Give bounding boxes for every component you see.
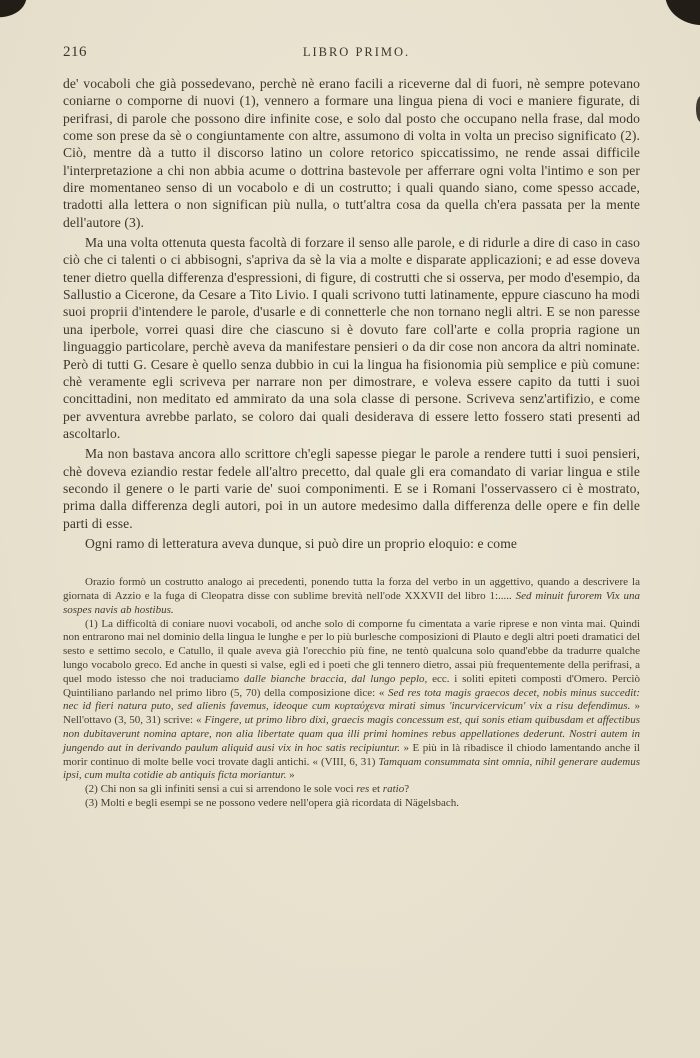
text-run: » Nell'ottavo (3, 50, 31) scrive: « — [63, 700, 641, 727]
text-run: » — [286, 769, 295, 782]
italic-text-run: ratio — [382, 783, 405, 796]
italic-text-run: res — [356, 783, 370, 796]
footnotes — [63, 576, 640, 811]
italic-text-run: dalle bianche braccia, dal lungo peplo, — [243, 672, 428, 685]
paragraph — [63, 797, 640, 811]
italic-text-run: Fingere, ut primo libro dixi, graecis magis concessum est, qui sonis etiam quibusdam et affectibus non dubitaverunt nomina aptare, non alia libertate quam qua illi primi homines rebus appellationes dederunt. Nostri autem in jungendo aut in derivando paulum aliquid ausi vix in hoc satis recipiuntur. — [63, 714, 640, 754]
italic-text-run: Tamquam consummata sint omnia, nihil generare audemus ipsi, cum multa cotidie ab antiquis ficta moriantur. — [63, 755, 640, 782]
scan-artifact-top-left — [0, 0, 28, 20]
italic-text-run: Sed res tota magis graecos decet, nobis minus succedit: nec id fieri natura puto, sed alienis favemus, ideoque cum κυρταύχενα mirati simus 'incurvicervicum' vix a risu defendimus. — [63, 686, 640, 713]
text-run: (3) Molti e begli esempi se ne possono vedere nell'opera già ricordata di Nägelsbach. — [85, 797, 460, 810]
text-run: ecc. i soliti epiteti composti d'Omero. Perciò Quintiliano parlando nel primo libro (5, 70) della composizione dice: « — [63, 672, 640, 699]
text-run: Ogni ramo di letteratura aveva dunque, si può dire un proprio eloquio: e come — [85, 535, 517, 551]
paragraph — [63, 75, 640, 231]
text-run: Ma una volta ottenuta questa facoltà di forzare il senso alle parole, e di ridurle a dire di caso in caso ciò che ci talenti o ci abbisogni, s'apriva da sè la via a molte e disparate applicazioni; e ad esse doveva tener dietro quella differenza d'espressioni, di figure, di costrutti che si osserva, per modo d'esempio, da Sallustio a Cicerone, da Cesare a Tito Livio. I quali scrivono tutti latinamente, eppure ciascuno ha modi suoi proprii d'intendere le parole, d'usarle e di connetterle che non tornano negli altri. E se non paresse una iperbole, vorrei quasi dire che ciascuno si è dovuto fare coll'arte e colla propria ragione un linguaggio particolare, perchè aveva da manifestare pensieri o da dir cose non ancora da altri nominate. Però di tutti G. Cesare è quello senza dubbio in cui la lingua ha fisionomia più semplice e più comune: chè veramente egli scriveva per narrare non per dimostrare, e voleva essere capito da tutti i suoi concittadini, non meditato ed ammirato da una sola classe di persone. Scriveva senz'artifizio, e come per avventura avrebbe parlato, se coloro dai quali desiderava di essere letto fossero stati presenti ad ascoltarlo. — [63, 235, 640, 441]
main-text — [63, 75, 640, 552]
page-header — [63, 44, 640, 61]
paragraph — [63, 535, 640, 552]
paragraph — [63, 234, 640, 442]
scan-artifact-right-edge — [696, 96, 700, 122]
text-run: (2) Chi non sa gli infiniti sensi a cui si arrendono le sole voci — [85, 783, 357, 796]
paragraph — [63, 445, 640, 532]
text-run: Ma non bastava ancora allo scrittore ch'egli sapesse piegar le parole a rendere tutti i suoi pensieri, chè doveva eziandio restar fedele all'altro precetto, dal quale gli era comandato di variar lingua e stile secondo il genere o le parti varie de' suoi componimenti. E se i Romani l'osservassero ci è mostrato, prima dalla differenza degli autori, poi in un autore medesimo dalla differenza delle opere e fin delle parti di esse. — [63, 446, 640, 531]
text-run: Orazio formò un costrutto analogo ai precedenti, ponendo tutta la forza del verbo in un aggettivo, quando a descrivere la giornata di Azzio e la fuga di Cleopatra disse con sublime brevità nell'ode XXXVII del libro 1:..... — [63, 576, 640, 603]
text-run: ? — [404, 783, 410, 796]
page-number: 216 — [63, 44, 87, 60]
paragraph — [63, 783, 640, 797]
text-run: de' vocaboli che già possedevano, perchè nè erano facili a riceverne dal di fuori, nè sempre potevano coniarne o comporne di nuovi (1), vennero a formare una lingua piena di voci e maniere figurate, di perifrasi, di parole che possono dire infinite cose, e solo dal posto che occupano nella frase, dal modo come son prese da sè o congiuntamente con altre, assumono di volta in volta un preciso significato (2). Ciò, mentre dà a tutto il discorso latino un colore retorico spiccatissimo, ne rende assai difficile l'interpretazione a chi non abbia acume o dottrina bastevole per afferrare ogni volta l'intimo e son per dire momentaneo senso di un vocabolo e di un costrutto; i quali quando siano, come spesso accade, tradotti alla lettera o non significan più nulla, o tutt'altra cosa da quella ch'era passata per la mente dell'autore (3). — [63, 76, 640, 230]
scan-artifact-top-right — [665, 0, 700, 28]
paragraph — [63, 576, 640, 617]
text-run: et — [369, 783, 383, 796]
text-run: (1) La difficoltà di coniare nuovi vocaboli, od anche solo di comporne fu cimentata a varie riprese e non vinta mai. Quindi non entrarono mai nel dominio della lingua le lunghe e per lo più burlesche composizioni di Plauto e degli altri poeti dramatici del sesto e settimo secolo, e Catullo, il quale aveva già l'orecchio più fine, ne tentò qualcuna solo quand'ebbe da tradurre qualche lungo vocabolo greco. Ed anche in questi si valse, egli ed i poeti che gli tennero dietro, assai più frequentemente della perifrasi, a quel modo istesso che noi traduciamo — [63, 617, 640, 685]
paragraph — [63, 618, 640, 784]
text-run: » E più in là ribadisce il chiodo lamentando anche il morir continuo di molte belle voci trovate dagli antichi. « (VIII, 6, 31) — [63, 741, 640, 768]
italic-text-run: Sed minuit furorem Vix una sospes navis ab hostibus. — [63, 590, 641, 616]
running-title: LIBRO PRIMO. — [302, 45, 411, 59]
